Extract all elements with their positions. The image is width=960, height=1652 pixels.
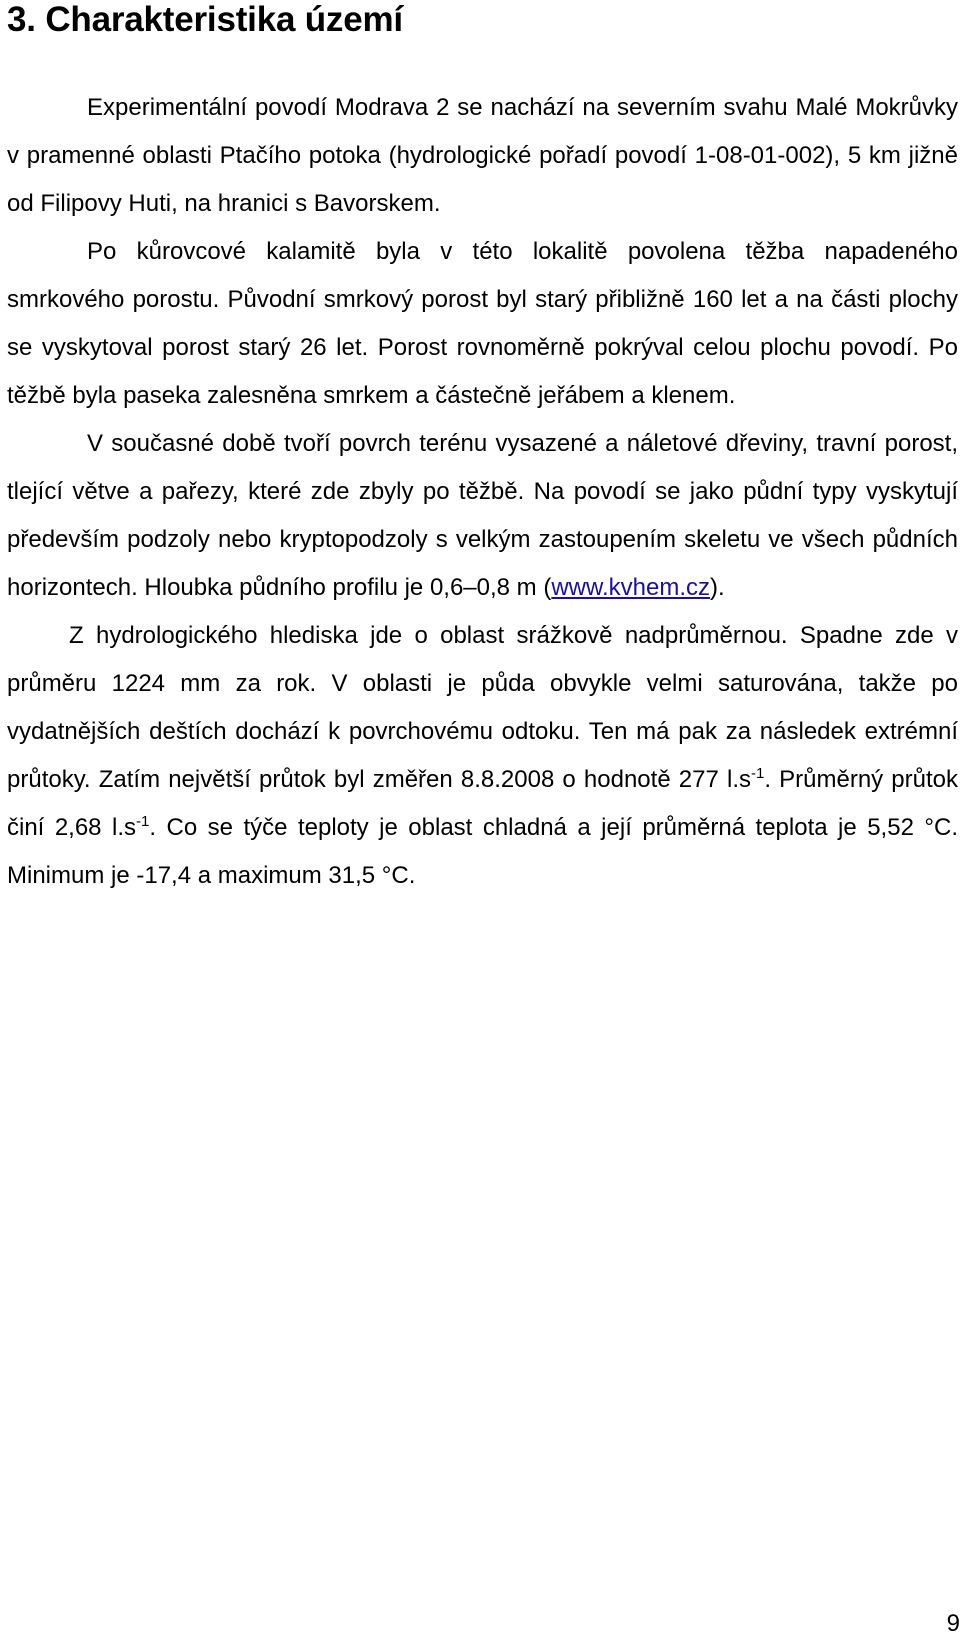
document-body [7,84,958,900]
unit-exponent: -1 [136,813,150,830]
page-number: 9 [946,1610,960,1637]
paragraph-bark-beetle: Po kůrovcové kalamitě byla v této lokalitě povolena těžba napadeného smrkového porostu. Původní smrkový porost byl starý přibližně 160 let a na části plochy se vyskytoval porost starý 26 let. Porost rovnoměrně pokrýval celou plochu povodí. Po těžbě byla paseka zalesněna smrkem a částečně jeřábem a klenem. [7,238,958,409]
section-title: 3. Charakteristika území [7,0,403,39]
hydrology-text-3: . Co se týče teploty je oblast chladná a její průměrná teplota je 5,52 °C. Minimum je -17,4 a maximum 31,5 °C. [7,814,958,889]
kvhem-link[interactable]: www.kvhem.cz [551,574,711,601]
terrain-text-end: ). [710,574,725,601]
hydrology-text-2: . Průměrný průtok činí 2,68 l.s [7,766,958,841]
paragraph-location: Experimentální povodí Modrava 2 se nachází na severním svahu Malé Mokrůvky v pramenné oblasti Ptačího potoka (hydrologické pořadí povodí 1-08-01-002), 5 km jižně od Filipovy Huti, na hranici s Bavorskem. [7,94,958,217]
unit-exponent: -1 [750,765,765,782]
hydrology-text-1: Z hydrologického hlediska jde o oblast srážkově nadprůměrnou. Spadne zde v průměru 1224 mm za rok. V oblasti je půda obvykle velmi saturována, takže po vydatnějších deštích dochází k povrchovému odtoku. Ten má pak za následek extrémní průtoky. Zatím největší průtok byl změřen 8.8.2008 o hodnotě 277 l.s [7,622,958,793]
paragraph-hydrology [7,612,958,900]
paragraph-terrain-soils [7,420,958,612]
terrain-text: V současné době tvoří povrch terénu vysazené a náletové dřeviny, travní porost, tlející větve a pařezy, které zde zbyly po těžbě. Na povodí se jako půdní typy vyskytují především podzoly nebo kryptopodzoly s velkým zastoupením skeletu ve všech půdních horizontech. Hloubka půdního profilu je 0,6–0,8 m ( [7,430,958,601]
